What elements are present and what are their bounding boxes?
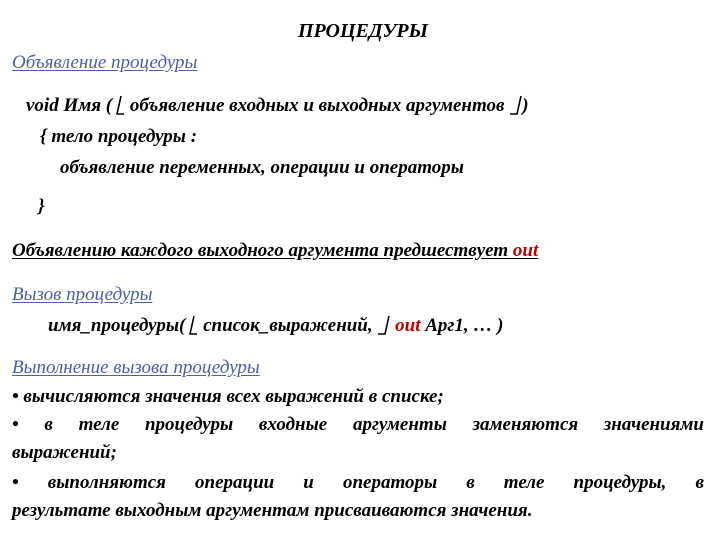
declaration-heading: Объявление процедуры [12, 52, 198, 73]
open-bracket-icon [112, 95, 125, 115]
declaration-signature [26, 95, 529, 117]
signature-suffix: ) [522, 95, 529, 116]
out-rule-text: Объявлению каждого выходного аргумента предшествует [12, 240, 513, 261]
call-open-bracket-icon [185, 315, 198, 335]
execution-bullet-1: • вычисляются значения всех выражений в списке; [12, 386, 444, 407]
call-expressions: список_выражений, [198, 315, 378, 336]
execution-bullet-3-line-2: результате выходным аргументам присваиваются значения. [12, 500, 533, 521]
signature-prefix: void Имя ( [26, 95, 113, 116]
call-suffix: Арг1, … ) [420, 315, 504, 336]
call-close-bracket-icon [377, 315, 390, 335]
execution-bullet-3-line-1: • выполняются операции и операторы в теле процедуры, в [12, 472, 704, 493]
signature-arguments: объявление входных и выходных аргументов [125, 95, 510, 116]
execution-bullet-2-line-2: выражений; [12, 442, 117, 463]
execution-bullet-2-line-1: • в теле процедуры входные аргументы заменяются значениями [12, 414, 704, 435]
call-prefix: имя_процедуры( [48, 315, 186, 336]
procedure-body-close: } [38, 196, 45, 217]
out-rule [12, 240, 538, 262]
call-heading: Вызов процедуры [12, 284, 153, 305]
out-keyword: out [512, 240, 539, 261]
execution-heading: Выполнение вызова процедуры [12, 357, 260, 378]
procedure-body-open: { тело процедуры : [40, 126, 198, 147]
call-syntax [48, 315, 504, 337]
close-bracket-icon [509, 95, 522, 115]
procedure-body-content: объявление переменных, операции и операторы [60, 157, 464, 178]
call-out-keyword: out [395, 315, 421, 336]
page-title: ПРОЦЕДУРЫ [298, 20, 429, 42]
